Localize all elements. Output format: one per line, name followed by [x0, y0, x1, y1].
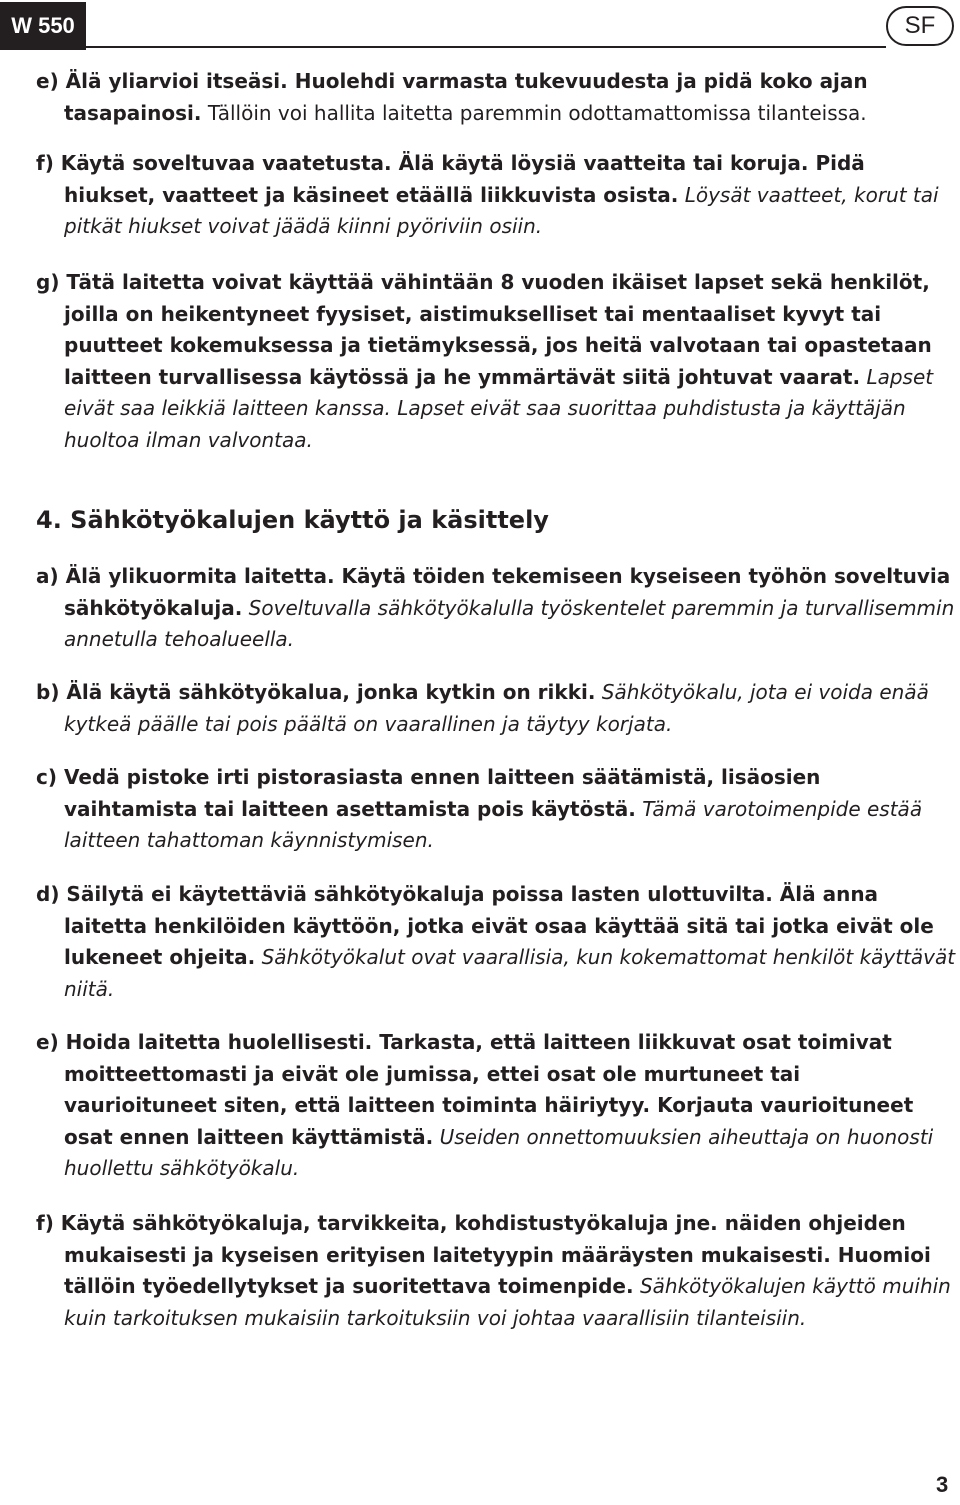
model-badge: W 550: [0, 2, 86, 50]
instruction-item-f-section: [36, 1208, 956, 1334]
instruction-note-text: Sähkötyökalu, jota ei voida enää kytkeä päälle tai pois päältä on vaarallinen ja täytyy korjata.: [64, 680, 929, 736]
instruction-bold-text: b) Älä käytä sähkötyökalua, jonka kytkin on rikki.: [36, 680, 596, 704]
instruction-bold-text: c) Vedä pistoke irti pistorasiasta ennen laitteen säätämistä, lisäosien vaihtamista tai laitteen asettamista pois käytöstä.: [36, 765, 821, 821]
instruction-item-b: [36, 677, 956, 740]
instruction-note-text: Tällöin voi hallita laitetta paremmin odottamattomissa tilanteissa.: [201, 100, 867, 125]
header-rule: [86, 46, 886, 48]
instruction-item-g: [36, 267, 956, 456]
instruction-bold-text: f) Käytä soveltuvaa vaatetusta. Älä käytä löysiä vaatteita tai koruja. Pidä hiukset, vaatteet ja käsineet etäällä liikkuvista osista.: [36, 151, 865, 207]
instruction-bold-text: e) Älä yliarvioi itseäsi. Huolehdi varmasta tukevuudesta ja pidä koko ajan tasapainosi.: [36, 69, 868, 125]
instruction-item-c: [36, 762, 956, 857]
instruction-item-e-section: [36, 1027, 956, 1185]
instruction-bold-text: e) Hoida laitetta huolellisesti. Tarkasta, että laitteen liikkuvat osat toimivat moitteettomasti ja eivät ole jumissa, ettei osat ole murtuneet tai vaurioituneet siten, että laitteen toiminta häiriytyy. Korjauta vaurioituneet osat ennen laitteen käyttämistä.: [36, 1030, 914, 1149]
instruction-note-text: Sähkötyökalujen käyttö muihin kuin tarkoituksen mukaisiin tarkoituksiin voi johtaa vaarallisiin tilanteisiin.: [64, 1274, 951, 1330]
instruction-bold-text: g) Tätä laitetta voivat käyttää vähintään 8 vuoden ikäiset lapset sekä henkilöt, joilla on heikentyneet fyysiset, aistimukselliset tai mentaaliset kyvyt tai puutteet kokemuksessa ja tietämyksessä, jos heitä valvotaan tai opastetaan laitteen turvallisessa käytössä ja he ymmärtävät siitä johtuvat vaarat.: [36, 270, 932, 389]
instruction-note-text: Useiden onnettomuuksien aiheuttaja on huonosti huollettu sähkötyökalu.: [64, 1124, 934, 1180]
instruction-item-e-top: [36, 66, 956, 129]
instruction-note-text: Lapset eivät saa leikkiä laitteen kanssa. Lapset eivät saa suorittaa puhdistusta ja käyttäjän huoltoa ilman valvontaa.: [64, 364, 934, 452]
instruction-bold-text: d) Säilytä ei käytettäviä sähkötyökaluja poissa lasten ulottuvilta. Älä anna laitetta henkilöiden käyttöön, jotka eivät osaa käyttää sitä tai jotka eivät ole lukeneet ohjeita.: [36, 882, 934, 969]
instruction-note-text: Sähkötyökalut ovat vaarallisia, kun kokemattomat henkilöt käyttävät niitä.: [64, 945, 956, 1001]
section-title: 4. Sähkötyökalujen käyttö ja käsittely: [36, 506, 549, 534]
instruction-note-text: Soveltuvalla sähkötyökalulla työskentelet paremmin ja turvallisemmin annetulla tehoalueella.: [64, 595, 955, 651]
instruction-note-text: Tämä varotoimenpide estää laitteen tahattoman käynnistymisen.: [64, 796, 923, 852]
page-number: 3: [936, 1472, 949, 1497]
instruction-item-f-top: [36, 148, 956, 243]
instruction-bold-text: f) Käytä sähkötyökaluja, tarvikkeita, kohdistustyökaluja jne. näiden ohjeiden mukaisesti ja kyseisen erityisen laitetyypin määräysten mukaisesti. Huomioi tällöin työedellytykset ja suoritettava toimenpide.: [36, 1211, 931, 1298]
language-badge: SF: [886, 6, 954, 46]
page-header: [0, 0, 960, 52]
instruction-item-a: [36, 561, 956, 656]
instruction-item-d: [36, 879, 956, 1005]
instruction-bold-text: a) Älä ylikuormita laitetta. Käytä töiden tekemiseen kyseiseen työhön soveltuvia sähkötyökaluja.: [36, 564, 951, 620]
instruction-note-text: Löysät vaatteet, korut tai pitkät hiukset voivat jäädä kiinni pyöriviin osiin.: [64, 182, 939, 238]
